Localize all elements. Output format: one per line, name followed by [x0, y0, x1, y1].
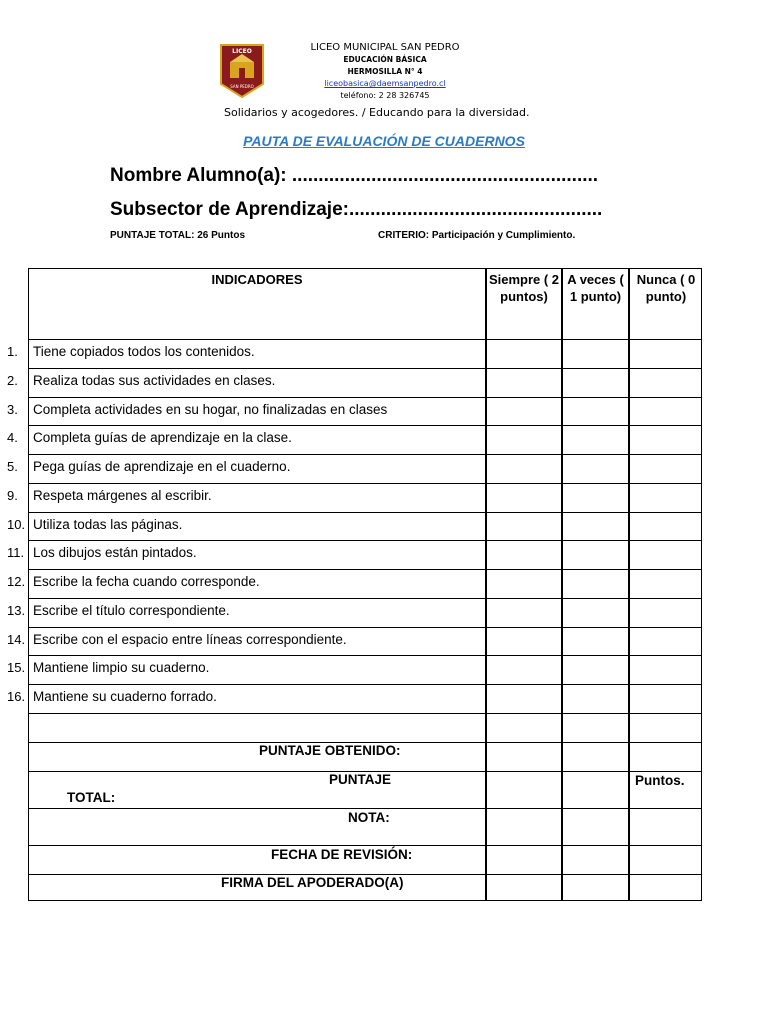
row-number: 13. — [7, 603, 26, 618]
row-indicator: Escribe el título correspondiente. — [33, 603, 230, 618]
row-divider — [29, 598, 701, 599]
header-always: Siempre ( 2 puntos) — [488, 272, 560, 304]
school-phone: teléfono: 2 28 326745 — [340, 91, 430, 100]
row-divider — [29, 684, 701, 685]
row-divider — [29, 368, 701, 369]
row-divider — [29, 512, 701, 513]
total-score-label: PUNTAJE — [329, 772, 392, 787]
row-number: 11. — [7, 545, 25, 560]
row-number: 5. — [7, 459, 18, 474]
total-unit: Puntos. — [635, 773, 685, 788]
school-address: HERMOSILLA N° 4 — [347, 67, 423, 76]
total-label: TOTAL: — [67, 790, 116, 805]
row-number: 14. — [7, 632, 26, 647]
row-divider — [29, 655, 701, 656]
grade-label: NOTA: — [348, 810, 390, 825]
column-divider — [485, 269, 487, 900]
row-divider — [29, 397, 701, 398]
score-obtained-label: PUNTAJE OBTENIDO: — [259, 743, 401, 758]
row-divider — [29, 483, 701, 484]
school-email-link[interactable]: liceobasica@daemsanpedro.cl — [324, 79, 446, 88]
school-level: EDUCACIÓN BÁSICA — [343, 55, 427, 64]
row-divider — [29, 339, 701, 340]
row-indicator: Realiza todas sus actividades en clases. — [33, 373, 276, 388]
row-indicator: Completa actividades en su hogar, no finalizadas en clases — [33, 402, 388, 417]
school-logo — [220, 44, 264, 98]
row-number: 16. — [7, 689, 26, 704]
row-divider — [29, 874, 701, 875]
row-divider — [29, 569, 701, 570]
row-divider — [29, 627, 701, 628]
header-never: Nunca ( 0 punto) — [636, 272, 696, 304]
row-divider — [29, 742, 701, 743]
column-divider — [628, 269, 630, 900]
school-motto: Solidarios y acogedores. / Educando para la diversidad. — [224, 106, 530, 119]
row-indicator: Escribe la fecha cuando corresponde. — [33, 574, 260, 589]
row-indicator: Mantiene su cuaderno forrado. — [33, 689, 217, 704]
row-number: 3. — [7, 402, 18, 417]
row-indicator: Los dibujos están pintados. — [33, 545, 197, 560]
school-name: LICEO MUNICIPAL SAN PEDRO — [310, 42, 460, 53]
student-name-field: Nombre Alumno(a): .......................................................... — [110, 165, 599, 186]
row-divider — [29, 540, 701, 541]
column-divider — [561, 269, 563, 900]
total-points-label: PUNTAJE TOTAL: 26 Puntos — [110, 230, 246, 241]
row-number: 12. — [7, 574, 26, 589]
header-indicators: INDICADORES — [211, 272, 303, 287]
row-number: 10. — [7, 517, 26, 532]
row-indicator: Respeta márgenes al escribir. — [33, 488, 212, 503]
subject-field: Subsector de Aprendizaje:................................................ — [110, 199, 603, 220]
row-divider — [29, 425, 701, 426]
guardian-signature-label: FIRMA DEL APODERADO(A) — [221, 875, 404, 890]
page-title: PAUTA DE EVALUACIÓN DE CUADERNOS — [243, 133, 525, 149]
row-indicator: Tiene copiados todos los contenidos. — [33, 344, 255, 359]
row-indicator: Pega guías de aprendizaje en el cuaderno. — [33, 459, 291, 474]
svg-text:LICEO: LICEO — [232, 48, 252, 55]
row-indicator: Mantiene limpio su cuaderno. — [33, 660, 210, 675]
row-number: 2. — [7, 373, 18, 388]
row-divider — [29, 454, 701, 455]
row-indicator: Utiliza todas las páginas. — [33, 517, 183, 532]
row-number: 15. — [7, 660, 26, 675]
row-divider — [29, 845, 701, 846]
criterion-label: CRITERIO: Participación y Cumplimiento. — [378, 230, 576, 241]
row-indicator: Escribe con el espacio entre líneas correspondiente. — [33, 632, 347, 647]
row-indicator: Completa guías de aprendizaje en la clase. — [33, 430, 292, 445]
evaluation-table — [7, 268, 702, 901]
row-number: 1. — [7, 344, 18, 359]
header-sometimes: A veces ( 1 punto) — [567, 272, 624, 304]
review-date-label: FECHA DE REVISIÓN: — [271, 847, 413, 862]
row-divider — [29, 808, 701, 809]
svg-text:SAN PEDRO: SAN PEDRO — [230, 84, 254, 89]
row-divider — [29, 771, 701, 772]
row-number: 9. — [7, 488, 18, 503]
row-number: 4. — [7, 430, 18, 445]
school-header — [280, 42, 490, 102]
row-divider — [29, 713, 701, 714]
